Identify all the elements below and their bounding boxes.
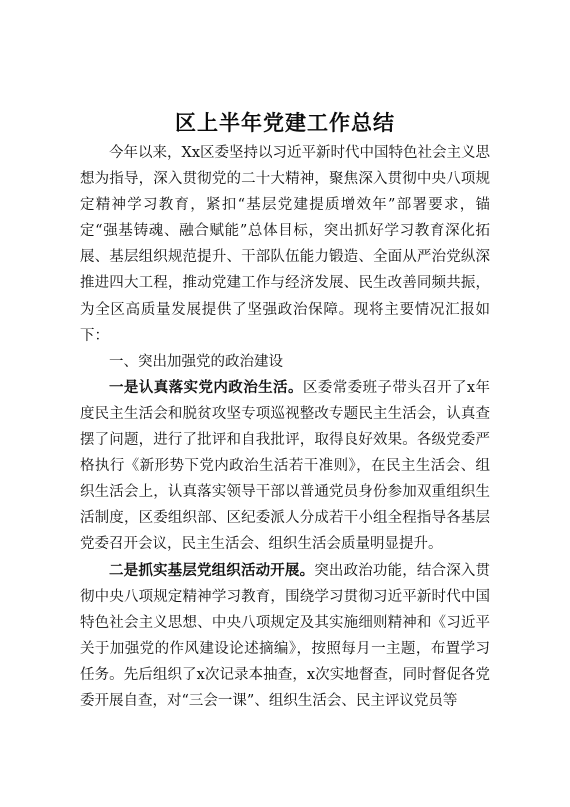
document-body [80,140,490,714]
paragraph-lead-inner-party-life: 一是认真落实党内政治生活。 [109,378,303,396]
intro-paragraph: 今年以来，Xx区委坚持以习近平新时代中国特色社会主义思想为指导，深入贯彻党的二十大精神，聚焦深入贯彻中央八项规定精神学习教育，紧扣“基层党建提质增效年”部署要求，锚定“强基铸魂、融合赋能”总体目标，突出抓好学习教育深化拓展、基层组织规范提升、干部队伍能力锻造、全面从严治党纵深推进四大工程，推动党建工作与经济发展、民生改善同频共振，为全区高质量发展提供了坚强政治保障。现将主要情况汇报如下： [80,145,490,344]
section-heading-political-building: 一、突出加强党的政治建设 [109,353,283,370]
paragraph-inner-party-life [80,375,490,558]
paragraph-grassroots-activities [80,558,490,715]
document-title: 区上半年党建工作总结 [175,110,395,135]
paragraph-lead-grassroots-activities: 二是抓实基层党组织活动开展。 [109,561,315,579]
paragraph-text-inner-party-life: 区委常委班子带头召开了x年度民主生活会和脱贫攻坚专项巡视整改专题民主生活会，认真查摆了问题，进行了批评和自我批评，取得良好效果。各级党委严格执行《新形势下党内政治生活若干准则》，在民主生活会、组织生活会上，认真落实领导干部以普通党员身份参加双重组织生活制度，区委组织部、区纪委派人分成若干小组全程指导各基层党委召开会议，民主生活会、组织生活会质量明显提升。 [80,379,491,553]
paragraph-text-grassroots-activities: 突出政治功能，结合深入贯彻中央八项规定精神学习教育，围绕学习贯彻习近平新时代中国特色社会主义思想、中央八项规定及其实施细则精神和《习近平关于加强党的作风建设论述摘编》，按照每月一主题，布置学习任务。先后组织了x次记录本抽查，x次实地督查，同时督促各党委开展自查，对“三会一课”、组织生活会、民主评议党员等 [80,562,491,709]
